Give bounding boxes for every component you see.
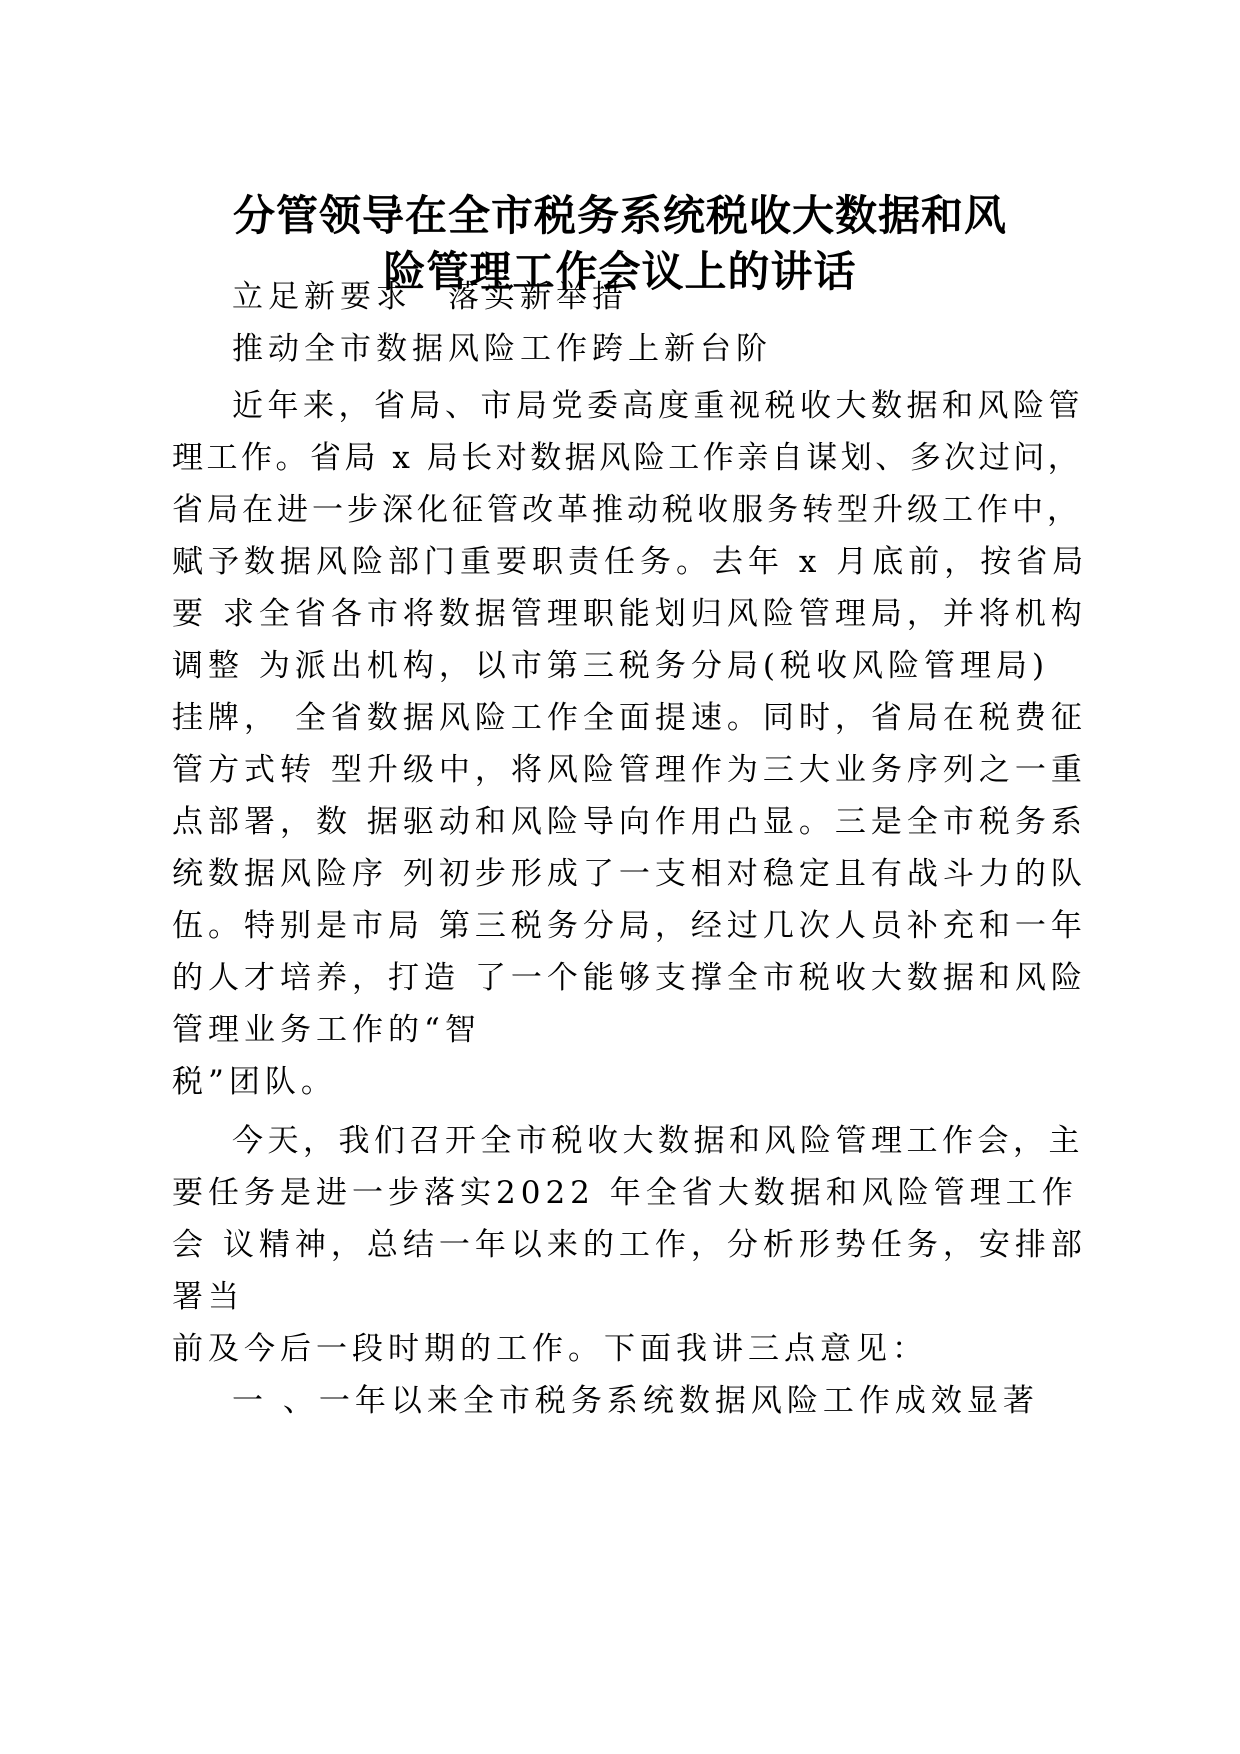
paragraph-line: 管理业务工作的“智 (172, 1012, 481, 1048)
paragraph-line: 调整 为派出机构，以市第三税务分局(税收风险管理局) (172, 648, 1050, 684)
paragraph-line: 近年来，省局、市局党委高度重视税收大数据和风险管 (232, 388, 1084, 424)
paragraph-line: 今天，我们召开全市税收大数据和风险管理工作会，主 (232, 1123, 1084, 1159)
subtitle-line-1: 立足新要求 落实新举措 (232, 279, 628, 315)
paragraph-line: 赋予数据风险部门重要职责任务。去年 x 月底前，按省局 (172, 544, 1089, 580)
section-heading-1: 一 、一年以来全市税务系统数据风险工作成效显著 (232, 1383, 1039, 1419)
paragraph-line: 挂牌， 全省数据风险工作全面提速。同时，省局在税费征 (172, 700, 1087, 736)
paragraph-line: 的人才培养，打造 了一个能够支撑全市税收大数据和风险 (172, 960, 1087, 996)
paragraph-line: 要 求全省各市将数据管理职能划归风险管理局，并将机构 (172, 596, 1087, 632)
paragraph-line: 会 议精神，总结一年以来的工作，分析形势任务，安排部 (172, 1227, 1087, 1263)
paragraph-line: 要任务是进一步落实2022 年全省大数据和风险管理工作 (172, 1175, 1078, 1211)
paragraph-line: 省局在进一步深化征管改革推动税收服务转型升级工作中， (172, 492, 1082, 528)
paragraph-line: 点部署，数 据驱动和风险导向作用凸显。三是全市税务系 (172, 804, 1087, 840)
title-line-2: 险管理工作会议上的讲话 (383, 247, 857, 296)
title-line-1: 分管领导在全市税务系统税收大数据和风 (232, 191, 1007, 240)
paragraph-line: 统数据风险序 列初步形成了一支相对稳定且有战斗力的队 (172, 856, 1087, 892)
paragraph-line: 伍。特别是市局 第三税务分局，经过几次人员补充和一年 (172, 908, 1087, 944)
paragraph-line: 理工作。省局 x 局长对数据风险工作亲自谋划、多次过问， (172, 440, 1083, 476)
subtitle-line-2: 推动全市数据风险工作跨上新台阶 (232, 331, 772, 367)
paragraph-line: 署当 (172, 1279, 244, 1315)
paragraph-line: 税”团队。 (172, 1064, 337, 1100)
paragraph-line: 前及今后一段时期的工作。下面我讲三点意见： (172, 1331, 928, 1367)
paragraph-line: 管方式转 型升级中，将风险管理作为三大业务序列之一重 (172, 752, 1087, 788)
